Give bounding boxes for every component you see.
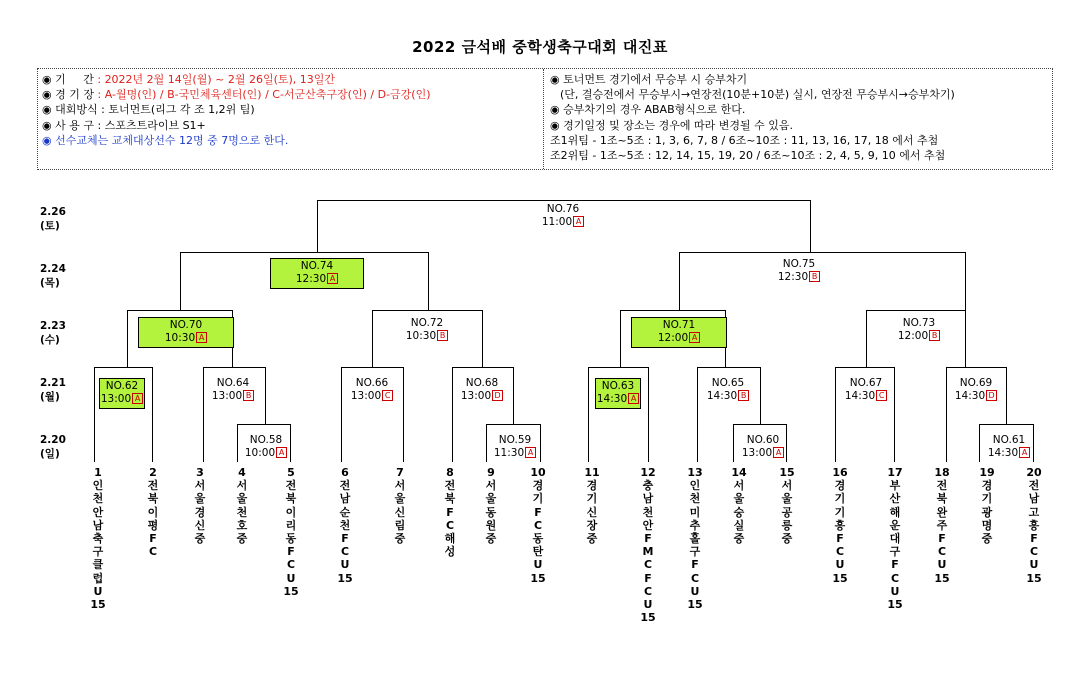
match-67 <box>824 377 908 403</box>
team-entry <box>89 466 107 611</box>
match-72 <box>385 317 469 343</box>
match-64 <box>191 377 275 403</box>
match-time: 11:00 <box>541 216 573 228</box>
team-number: 9 <box>487 466 495 479</box>
bracket-line <box>588 367 649 368</box>
info-left <box>42 72 537 148</box>
team-entry <box>639 466 657 624</box>
match-58 <box>224 434 308 460</box>
bracket-line <box>317 200 811 201</box>
team-number: 17 <box>887 466 903 479</box>
info-sep: : <box>93 88 105 102</box>
info-line <box>42 72 537 87</box>
team-entry <box>686 466 704 611</box>
match-69 <box>934 377 1018 403</box>
bracket-line <box>965 310 966 367</box>
team-number: 2 <box>149 466 157 479</box>
team-entry <box>1025 466 1043 585</box>
match-time-row <box>385 330 469 343</box>
match-time: 14:30 <box>987 447 1019 459</box>
match-time-row <box>721 447 805 460</box>
match-time-row <box>271 273 363 286</box>
bracket-line <box>372 310 373 367</box>
match-number: NO.61 <box>992 434 1026 446</box>
team-name: 서 울 천 호 중 <box>236 479 248 546</box>
venue-badge: D <box>492 390 503 401</box>
info-line <box>42 102 537 117</box>
venue-badge: C <box>382 390 393 401</box>
bracket-line <box>203 367 266 368</box>
match-73 <box>877 317 961 343</box>
match-number: NO.66 <box>355 377 389 389</box>
team-number: 16 <box>832 466 848 479</box>
match-76 <box>521 203 605 229</box>
match-number: NO.71 <box>662 319 696 331</box>
team-entry <box>831 466 849 585</box>
team-entry <box>233 466 251 545</box>
team-entry <box>778 466 796 545</box>
bracket-line <box>620 310 621 367</box>
info-value: A-월명(인) / B-국민체육센터(인) / C-서군산축구장(인) / D-금강(인) <box>104 88 431 102</box>
info-sep: : <box>93 118 105 132</box>
team-name: 경 기 광 명 중 <box>981 479 993 546</box>
match-time: 12:30 <box>777 271 809 283</box>
bracket-line <box>835 367 895 368</box>
team-entry <box>441 466 459 558</box>
team-number: 18 <box>934 466 950 479</box>
match-70 <box>138 317 234 348</box>
match-number: NO.69 <box>959 377 993 389</box>
date-weekday: (일) <box>40 448 60 460</box>
match-number: NO.72 <box>410 317 444 329</box>
team-entry <box>933 466 951 585</box>
venue-badge: B <box>809 271 820 282</box>
team-number: 11 <box>584 466 600 479</box>
venue-badge: A <box>327 273 338 284</box>
team-number: 20 <box>1026 466 1042 479</box>
date-weekday: (토) <box>40 220 60 232</box>
match-time: 14:30 <box>954 390 986 402</box>
bracket-line <box>94 367 95 462</box>
match-60 <box>721 434 805 460</box>
team-number: 14 <box>731 466 747 479</box>
date-weekday: (목) <box>40 277 60 289</box>
match-63 <box>595 378 641 409</box>
match-number: NO.65 <box>711 377 745 389</box>
team-name: 전 북 완 주 F C U 15 <box>934 479 950 585</box>
match-number: NO.64 <box>216 377 250 389</box>
match-number: NO.76 <box>546 203 580 215</box>
match-time-row <box>686 390 770 403</box>
date-day: 2.23 <box>40 320 66 332</box>
bracket-line <box>372 310 483 311</box>
team-number: 1 <box>94 466 102 479</box>
match-time-row <box>967 447 1051 460</box>
match-62 <box>99 378 145 409</box>
team-entry <box>191 466 209 545</box>
venue-badge: A <box>773 447 784 458</box>
bracket-line <box>679 252 680 310</box>
team-entry <box>391 466 409 545</box>
venue-badge: A <box>525 447 536 458</box>
bullet-icon: ◉ <box>42 88 56 102</box>
team-name: 부 산 해 운 대 구 F C U 15 <box>887 479 903 612</box>
match-time-row <box>934 390 1018 403</box>
match-number: NO.62 <box>105 380 139 392</box>
bracket-line <box>180 252 429 253</box>
match-time: 14:30 <box>706 390 738 402</box>
match-71 <box>631 317 727 348</box>
bracket-line <box>127 310 233 311</box>
match-time-row <box>473 447 557 460</box>
venue-badge: C <box>876 390 887 401</box>
bracket-line <box>810 200 811 252</box>
bracket-line <box>452 367 514 368</box>
date-label <box>40 262 66 290</box>
venue-badge: A <box>132 393 143 404</box>
match-time: 13:00 <box>100 393 132 405</box>
match-number: NO.74 <box>300 260 334 272</box>
info-right <box>550 72 1050 163</box>
team-name: 충 남 천 안 F M C F C U 15 <box>640 479 656 625</box>
info-line <box>42 133 537 148</box>
bracket-line <box>482 310 483 367</box>
match-68 <box>440 377 524 403</box>
bullet-icon: ◉ <box>42 103 56 117</box>
match-number: NO.73 <box>902 317 936 329</box>
team-number: 4 <box>238 466 246 479</box>
match-time: 14:30 <box>844 390 876 402</box>
bracket-line <box>341 367 404 368</box>
match-number: NO.63 <box>601 380 635 392</box>
team-name: 서 울 경 신 중 <box>194 479 206 546</box>
match-time-row <box>100 393 144 406</box>
info-value: 2022년 2월 14일(월) ~ 2월 26일(토), 13일간 <box>104 73 336 86</box>
venue-badge: A <box>573 216 584 227</box>
bracket-line <box>486 424 541 425</box>
team-name: 전 북 이 평 F C <box>147 479 159 559</box>
team-number: 10 <box>530 466 546 479</box>
date-day: 2.26 <box>40 206 66 218</box>
info-label: 경 기 장 <box>55 88 94 102</box>
match-number: NO.60 <box>746 434 780 446</box>
team-name: 경 기 기 흥 F C U 15 <box>832 479 848 585</box>
match-time: 10:30 <box>164 332 196 344</box>
venue-badge: B <box>929 330 940 341</box>
team-name: 서 울 숭 실 중 <box>733 479 745 546</box>
bracket-line <box>94 367 153 368</box>
info-right-line: ◉ 승부차기의 경우 ABAB형식으로 한다. <box>550 103 746 117</box>
bracket-line <box>679 252 966 253</box>
bracket-line <box>588 367 589 462</box>
team-number: 7 <box>396 466 404 479</box>
bracket-line <box>317 200 318 252</box>
team-number: 6 <box>341 466 349 479</box>
team-name: 전 남 고 흥 F C U 15 <box>1026 479 1042 585</box>
match-time-row <box>330 390 414 403</box>
page-title: 2022 금석배 중학생축구대회 대진표 <box>412 38 668 56</box>
info-label: 대회방식 <box>55 103 98 117</box>
match-number: NO.59 <box>498 434 532 446</box>
date-label <box>40 319 66 347</box>
team-number: 19 <box>979 466 995 479</box>
venue-badge: A <box>689 332 700 343</box>
match-time: 13:00 <box>211 390 243 402</box>
match-75 <box>757 258 841 284</box>
bracket-line <box>965 252 966 310</box>
info-line <box>42 118 537 133</box>
bullet-icon: ◉ <box>42 73 56 86</box>
venue-badge: A <box>196 332 207 343</box>
match-time: 13:00 <box>350 390 382 402</box>
team-name: 전 북 이 리 동 F C U 15 <box>283 479 299 598</box>
info-right-line: ◉ 토너먼트 경기에서 무승부 시 승부차기 <box>550 73 748 86</box>
venue-badge: B <box>437 330 448 341</box>
match-number: NO.58 <box>249 434 283 446</box>
bracket-line <box>648 367 649 462</box>
bracket-line <box>152 367 153 462</box>
info-divider <box>543 69 544 169</box>
bracket-line <box>979 424 1034 425</box>
match-time-row <box>521 216 605 229</box>
venue-badge: A <box>276 447 287 458</box>
match-time: 11:30 <box>493 447 525 459</box>
info-line <box>42 87 537 102</box>
team-name: 서 울 신 림 중 <box>394 479 406 546</box>
team-entry <box>886 466 904 611</box>
match-time: 13:00 <box>460 390 492 402</box>
venue-badge: B <box>738 390 749 401</box>
team-number: 3 <box>196 466 204 479</box>
team-name: 경 기 신 장 중 <box>586 479 598 546</box>
info-label: 사 용 구 <box>55 118 94 132</box>
bracket-line <box>620 310 726 311</box>
team-entry <box>529 466 547 585</box>
date-day: 2.20 <box>40 434 66 446</box>
team-entry <box>482 466 500 545</box>
bracket-line <box>866 310 966 311</box>
info-right-line: 조2위팀 - 1조~5조 : 12, 14, 15, 19, 20 / 6조~10조 : 2, 4, 5, 9, 10 에서 추첨 <box>550 149 946 163</box>
team-name: 경 기 F C 동 탄 U 15 <box>530 479 546 585</box>
match-74 <box>270 258 364 289</box>
match-time-row <box>224 447 308 460</box>
info-label: 기 간 <box>55 73 94 86</box>
match-time-row <box>191 390 275 403</box>
team-entry <box>282 466 300 598</box>
match-number: NO.67 <box>849 377 883 389</box>
bracket-line <box>697 367 761 368</box>
match-number: NO.68 <box>465 377 499 389</box>
venue-badge: D <box>986 390 997 401</box>
match-number: NO.70 <box>169 319 203 331</box>
team-name: 전 북 F C 해 성 <box>444 479 456 559</box>
info-sep: : <box>97 103 109 117</box>
match-time-row <box>632 332 726 345</box>
team-number: 8 <box>446 466 454 479</box>
match-66 <box>330 377 414 403</box>
match-61 <box>967 434 1051 460</box>
match-time-row <box>596 393 640 406</box>
match-number: NO.75 <box>782 258 816 270</box>
match-59 <box>473 434 557 460</box>
date-day: 2.21 <box>40 377 66 389</box>
bullet-icon: ◉ <box>42 133 56 147</box>
team-name: 서 울 동 원 중 <box>485 479 497 546</box>
venue-badge: A <box>1019 447 1030 458</box>
date-day: 2.24 <box>40 263 66 275</box>
match-time: 12:00 <box>897 330 929 342</box>
team-number: 13 <box>687 466 703 479</box>
match-time: 12:00 <box>657 332 689 344</box>
team-name: 인 천 미 추 홀 구 F C U 15 <box>687 479 703 612</box>
info-right-line: ◉ 경기일정 및 장소는 경우에 따라 변경될 수 있음. <box>550 118 793 132</box>
team-number: 12 <box>640 466 656 479</box>
date-label <box>40 433 66 461</box>
bracket-line <box>428 252 429 310</box>
match-time-row <box>139 332 233 345</box>
match-time-row <box>877 330 961 343</box>
date-label <box>40 376 66 404</box>
team-name: 인 천 안 남 축 구 클 럽 U 15 <box>90 479 106 612</box>
team-entry <box>336 466 354 585</box>
team-entry <box>978 466 996 545</box>
bracket-line <box>237 424 291 425</box>
match-time-row <box>824 390 908 403</box>
match-time: 13:00 <box>741 447 773 459</box>
match-time: 10:30 <box>405 330 437 342</box>
venue-badge: B <box>243 390 254 401</box>
team-number: 5 <box>287 466 295 479</box>
match-time: 10:00 <box>244 447 276 459</box>
team-entry <box>583 466 601 545</box>
team-entry <box>730 466 748 545</box>
match-65 <box>686 377 770 403</box>
date-weekday: (월) <box>40 391 60 403</box>
bracket-line <box>946 367 1007 368</box>
info-box <box>37 68 1053 170</box>
date-weekday: (수) <box>40 334 60 346</box>
info-value: 스포츠트라이브 S1+ <box>104 118 206 132</box>
bracket-line <box>127 310 128 367</box>
bracket-line <box>733 424 787 425</box>
match-time: 14:30 <box>596 393 628 405</box>
info-right-line: (단, 결승전에서 무승부시→연장전(10분+10분) 실시, 연장전 무승부시→승부차기) <box>560 88 955 102</box>
info-value: 선수교체는 교체대상선수 12명 중 7명으로 한다. <box>55 133 289 147</box>
match-time-row <box>440 390 524 403</box>
bracket-line <box>180 252 181 310</box>
team-number: 15 <box>779 466 795 479</box>
info-value: 토너먼트(리그 각 조 1,2위 팀) <box>108 103 255 117</box>
match-time-row <box>757 271 841 284</box>
bullet-icon: ◉ <box>42 118 56 132</box>
info-right-line: 조1위팀 - 1조~5조 : 1, 3, 6, 7, 8 / 6조~10조 : 11, 13, 16, 17, 18 에서 추첨 <box>550 133 939 147</box>
venue-badge: A <box>628 393 639 404</box>
team-entry <box>144 466 162 558</box>
info-sep: : <box>93 73 105 86</box>
team-name: 서 울 공 릉 중 <box>781 479 793 546</box>
date-label <box>40 205 66 233</box>
bracket-line <box>866 310 867 367</box>
match-time: 12:30 <box>295 273 327 285</box>
team-name: 전 남 순 천 F C U 15 <box>337 479 353 585</box>
